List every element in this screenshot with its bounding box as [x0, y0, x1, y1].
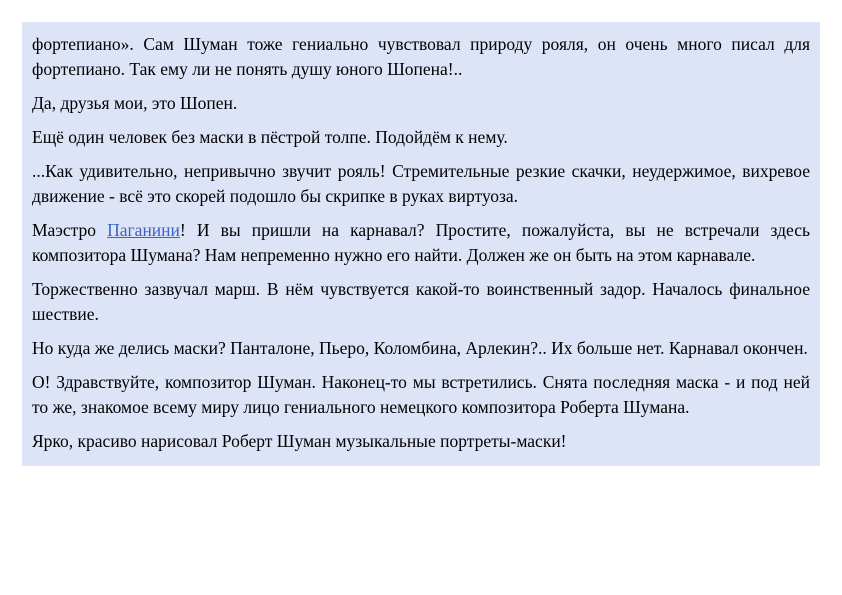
paragraph-7: Но куда же делись маски? Панталоне, Пьеро, Коломбина, Арлекин?.. Их больше нет. Карнавал окончен.: [32, 338, 808, 358]
paragraph-2: Да, друзья мои, это Шопен.: [32, 93, 238, 113]
paragraph-5: [32, 218, 810, 268]
paragraph-8: О! Здравствуйте, композитор Шуман. Наконец-то мы встретились. Снята последняя маска - и под ней то же, знакомое всему миру лицо гениального немецкого композитора Роберта Шумана.: [32, 372, 810, 417]
paragraph-9: Ярко, красиво нарисовал Роберт Шуман музыкальные портреты-маски!: [32, 431, 567, 451]
paragraph-4: ...Как удивительно, непривычно звучит рояль! Стремительные резкие скачки, неудержимое, вихревое движение - всё это скорей подошло бы скрипке в руках виртуоза.: [32, 161, 810, 206]
paragraph-1: фортепиано». Сам Шуман тоже гениально чувствовал природу рояля, он очень много писал для фортепиано. Так ему ли не понять душу юного Шопена!..: [32, 34, 810, 79]
paganini-link[interactable]: Паганини: [107, 220, 180, 240]
text-content-block: [22, 22, 820, 466]
paragraph-3: Ещё один человек без маски в пёстрой толпе. Подойдём к нему.: [32, 127, 508, 147]
paragraph-6: Торжественно зазвучал марш. В нём чувствуется какой-то воинственный задор. Началось финальное шествие.: [32, 279, 810, 324]
paragraph-5-prefix: Маэстро: [32, 220, 108, 240]
paragraph-5-suffix: ! И вы пришли на карнавал? Простите, пожалуйста, вы не встречали здесь композитора Шумана? Нам непременно нужно его найти. Должен же он быть на этом карнавале.: [32, 220, 811, 265]
